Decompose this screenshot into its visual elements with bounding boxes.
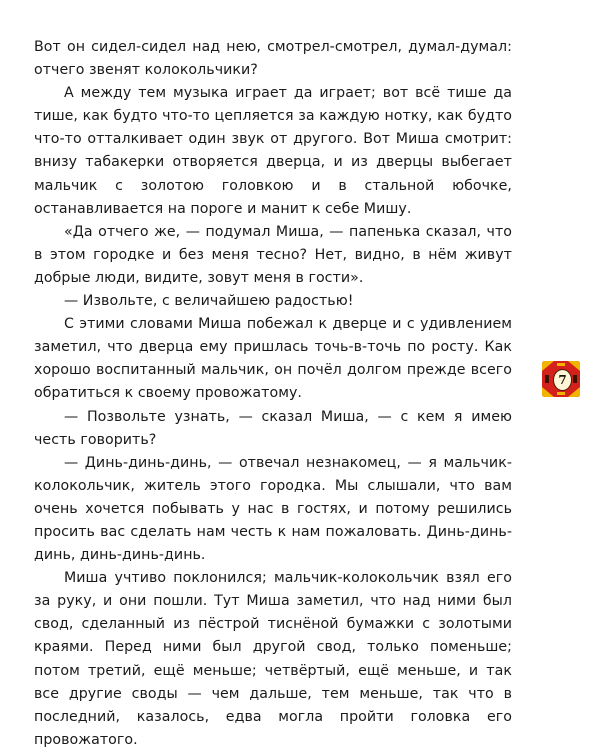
page-number-badge (542, 361, 580, 397)
paragraph: Вот он сидел-сидел над нею, смотрел-смотрел, думал-думал: отчего звенят колокольчики? (34, 39, 512, 79)
story-text (34, 36, 512, 752)
paragraph: А между тем музыка играет да играет; вот всё тише да тише, как будто что-то цепляется за каждую нотку, как будто что-то отталкивает один звук от другого. Вот Миша смотрит: внизу табакерки отворяется дверца, и из дверцы выбегает мальчик с золотою головкою и в стальной юбочке, останавливается на пороге и манит к себе Мишу. (34, 85, 512, 217)
paragraph: — Динь-динь-динь, — отвечал незнакомец, — я мальчик-колокольчик, житель этого городка. Мы слышали, что вам очень хочется побывать у нас в гостях, и потому решились просить вас сделать нам честь к нам пожаловать. Динь-динь-динь, динь-динь-динь. (34, 454, 512, 564)
paragraph: «Да отчего же, — подумал Миша, — папенька сказал, что в этом городке и без меня тесно? Нет, видно, в нём живут добрые люди, видите, зовут меня в гости». (34, 223, 512, 286)
paragraph: С этими словами Миша побежал к дверце и с удивлением заметил, что дверца ему пришлась точь-в-точь по росту. Как хорошо воспитанный мальчик, он почёл долгом прежде всего обратиться к своему провожатому. (34, 316, 512, 402)
paragraph: Миша учтиво поклонился; мальчик-колокольчик взял его за руку, и они пошли. Тут Миша заметил, что над ними был свод, сделанный из пёстрой тиснёной бумажки с золотыми краями. Перед ними был другой свод, только поменьше; потом третий, ещё меньше; четвёртый, ещё меньше, и так все другие своды — чем дальше, тем меньше, так что в последний, казалось, едва могла пройти головка его провожатого. (34, 570, 512, 748)
paragraph: — Извольте, с величайшею радостью! (64, 293, 354, 310)
paragraph: — Позвольте узнать, — сказал Миша, — с кем я имею честь говорить? (34, 408, 512, 448)
page-number: 7 (553, 369, 572, 391)
